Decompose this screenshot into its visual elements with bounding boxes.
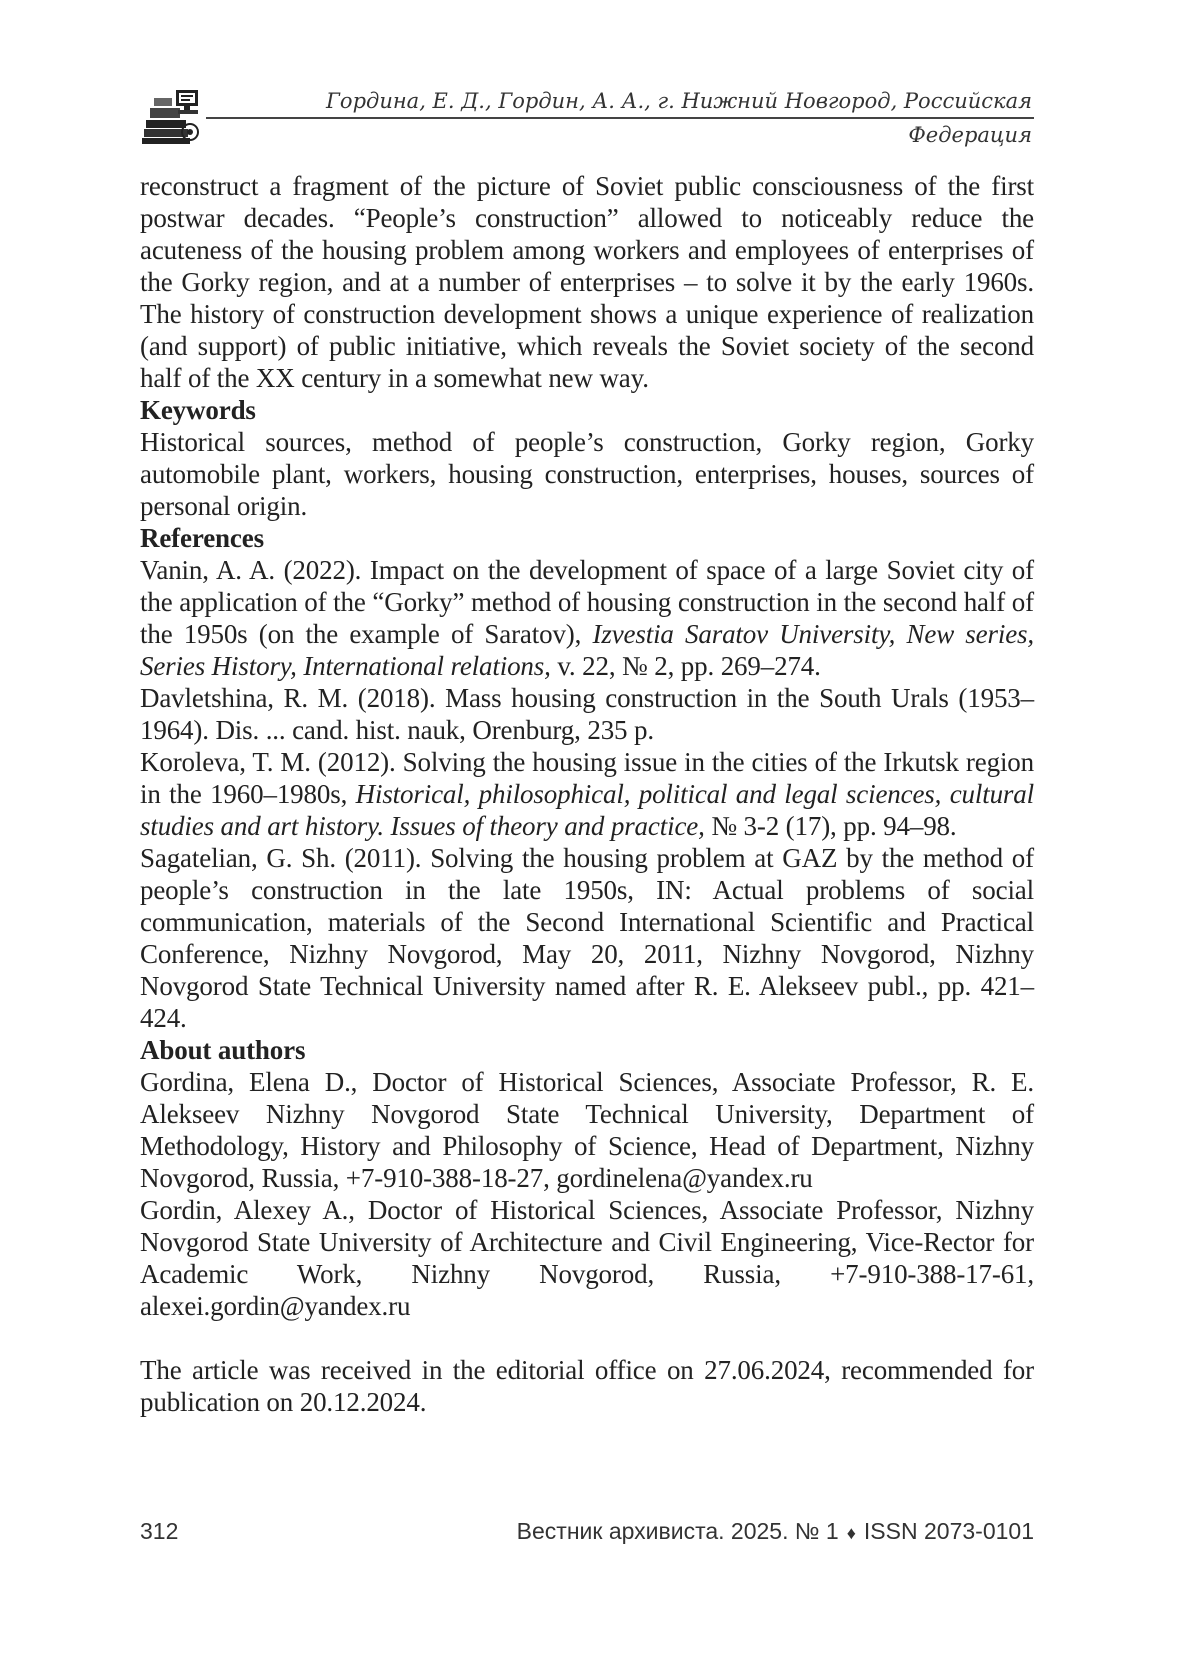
abstract-continuation: reconstruct a fragment of the picture of Soviet public consciousness of the first postwar decades. “People’s construction” allowed to noticeably reduce the acuteness of the housing problem among workers and employees of enterprises of the Gorky region, and at a number of enterprises – to solve it by the early 1960s. The history of construction development shows a unique experience of realization (and support) of public initiative, which reveals the Soviet society of the second half of the XX century in a somewhat new way.: [140, 171, 1034, 393]
reference-item: [140, 554, 1034, 682]
diamond-icon: ♦: [846, 1523, 856, 1543]
received-note: The article was received in the editorial office on 27.06.2024, recommended for publication on 20.12.2024.: [140, 1355, 1034, 1417]
reference-source: Izvestia Saratov University, New series, Series History, International relations,: [140, 619, 1034, 681]
issn: ISSN 2073-0101: [863, 1518, 1034, 1544]
reference-text: Davletshina, R. M. (2018). Mass housing construction in the South Urals (1953–1964). Dis. ... cand. hist. nauk, Orenburg, 235 p.: [140, 683, 1034, 745]
reference-text: Koroleva, T. M. (2012). Solving the housing issue in the cities of the Irkutsk region in the 1960–1980s,: [140, 747, 1034, 809]
header-divider: [206, 117, 1034, 119]
references-heading: References: [140, 523, 264, 553]
spacer: [140, 1322, 1034, 1354]
running-head: Гордина, Е. Д., Гордин, А. А., г. Нижний Новгород, Российская Федерация: [326, 89, 1032, 147]
reference-text: Sagatelian, G. Sh. (2011). Solving the housing problem at GAZ by the method of people’s construction in the late 1950s, IN: Actual problems of social communication, materials of the Second International Scientific and Practical Conference, Nizhny Novgorod, May 20, 2011, Nizhny Novgorod, Nizhny Novgorod State Technical University named after R. E. Alekseev publ., pp. 421–424.: [140, 843, 1034, 1033]
reference-text: Vanin, A. A. (2022). Impact on the development of space of a large Soviet city of the application of the “Gorky” method of housing construction in the second half of the 1950s (on the example of Saratov),: [140, 555, 1034, 649]
reference-item: [140, 842, 1034, 1034]
author-info: Gordin, Alexey A., Doctor of Historical Sciences, Associate Professor, Nizhny Novgorod State University of Architecture and Civil Engineering, Vice-Rector for Academic Work, Nizhny Novgorod, Russia, +7-910-388-17-61, alexei.gordin@yandex.ru: [140, 1195, 1034, 1321]
reference-item: [140, 682, 1034, 746]
keywords-heading: Keywords: [140, 395, 256, 425]
footer-journal-info: [517, 1518, 1034, 1545]
archive-books-computer-icon: [140, 86, 206, 146]
page-number: 312: [140, 1518, 179, 1544]
reference-details: v. 22, № 2, pp. 269–274.: [550, 651, 821, 681]
authors-heading: About authors: [140, 1035, 306, 1065]
reference-details: № 3-2 (17), pp. 94–98.: [704, 811, 957, 841]
journal-name: Вестник архивиста. 2025. № 1: [516, 1518, 839, 1544]
article-body: [140, 170, 1034, 1418]
keywords-text: Historical sources, method of people’s construction, Gorky region, Gorky automobile plant, workers, housing construction, enterprises, houses, sources of personal origin.: [140, 427, 1034, 521]
reference-source: Historical, philosophical, political and legal sciences, cultural studies and art history. Issues of theory and practice,: [140, 779, 1034, 841]
author-info: Gordina, Elena D., Doctor of Historical Sciences, Associate Professor, R. E. Alekseev Nizhny Novgorod State Technical University, Department of Methodology, History and Philosophy of Science, Head of Department, Nizhny Novgorod, Russia, +7-910-388-18-27, gordinelena@yandex.ru: [140, 1067, 1034, 1193]
reference-item: [140, 746, 1034, 842]
